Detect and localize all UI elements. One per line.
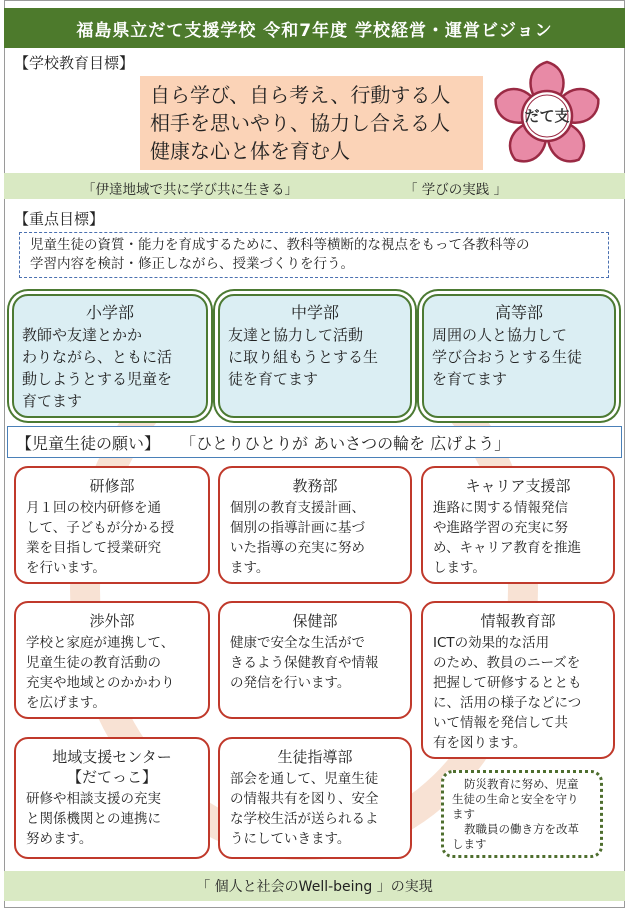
dept-health xyxy=(218,601,412,719)
division-line: 友達と協力して活動 xyxy=(228,326,364,344)
dept-line: や進路学習の充実に努 xyxy=(433,520,568,536)
dept-line: ます。 xyxy=(230,560,270,576)
goal-line: 自ら学び、自ら考え、行動する人 xyxy=(150,83,451,107)
division-line: を育てます xyxy=(432,370,508,388)
dept-line: のため、教員のニーズを xyxy=(433,655,581,671)
dept-line: の発信を行います。 xyxy=(230,675,351,691)
division-elementary xyxy=(12,294,208,418)
priority-goals-line: 学習内容を検討・修正しながら、授業づくりを行う。 xyxy=(30,256,354,272)
division-line: 動しようとする児童を xyxy=(22,370,173,388)
dept-name: 研修部 xyxy=(89,477,135,495)
educational-goals-label: 【学校教育目標】 xyxy=(14,54,135,72)
dept-training xyxy=(14,466,210,584)
dept-academic-affairs xyxy=(218,466,412,584)
priority-goals-label: 【重点目標】 xyxy=(14,210,105,228)
dept-regional-support-center xyxy=(14,737,210,859)
slogan-right: 「 学びの実践 」 xyxy=(404,182,508,198)
division-line: 教師や友達とかか xyxy=(22,326,143,344)
dept-line: の情報共有を図り、安全 xyxy=(230,791,379,807)
footer-band: 「 個人と社会のWell-being 」の実現 xyxy=(4,871,625,901)
dept-career-support xyxy=(421,466,615,584)
dept-line: 充実や地域とのかかわり xyxy=(26,675,175,691)
dept-name: 渉外部 xyxy=(89,612,135,630)
division-junior-high xyxy=(218,294,412,418)
note-line: 生徒の生命と安全を守り xyxy=(452,792,579,806)
goal-line: 健康な心と体を育む人 xyxy=(150,139,350,163)
note-line: します xyxy=(452,837,487,851)
emblem-text: だて支 xyxy=(524,107,570,125)
division-line: わりながら、ともに活 xyxy=(22,348,173,366)
dept-name: 情報教育部 xyxy=(480,612,556,630)
dept-line: と関係機関との連携に xyxy=(26,811,161,827)
note-line: ます xyxy=(452,807,475,821)
dept-line: な学校生活が送られるよ xyxy=(230,811,379,827)
slogan-band xyxy=(4,173,625,199)
dept-line: ICTの効果的な活用 xyxy=(433,635,550,651)
dept-line: 児童生徒の教育活動の xyxy=(26,655,161,671)
dept-name: 地域支援センター xyxy=(52,748,172,766)
dept-line: うにしていきます。 xyxy=(230,831,351,847)
division-high-school xyxy=(422,294,616,418)
goal-line: 相手を思いやり、協力し合える人 xyxy=(150,111,450,135)
dept-line: きるよう保健教育や情報 xyxy=(230,655,379,671)
slogan-left: 「伊達地域で共に学び共に生きる」 xyxy=(82,182,298,198)
dept-student-guidance xyxy=(218,737,412,859)
dept-information-education xyxy=(421,601,615,759)
dept-line: 部会を通して、児童生徒 xyxy=(230,771,379,787)
division-line: 育てます xyxy=(22,392,83,410)
dept-name: 生徒指導部 xyxy=(277,748,353,766)
dept-line: 個別の指導計画に基づ xyxy=(230,520,365,536)
priority-goals-box xyxy=(19,232,609,278)
dept-line: 把握して研修するととも xyxy=(433,675,582,691)
school-emblem-icon xyxy=(489,58,605,174)
dept-external-relations xyxy=(14,601,210,719)
educational-goals-box xyxy=(140,76,483,170)
student-wish-bar xyxy=(7,426,622,458)
dept-line: して、子どもが分かる授 xyxy=(26,520,175,536)
dept-name: キャリア支援部 xyxy=(465,477,571,495)
dept-line: 個別の教育支援計画、 xyxy=(230,500,365,516)
dept-line: 進路に関する情報発信 xyxy=(433,500,568,516)
division-name: 高等部 xyxy=(494,303,543,322)
dept-name: 保健部 xyxy=(292,612,338,630)
dept-line: します。 xyxy=(433,560,486,576)
note-box xyxy=(441,770,603,858)
dept-line: 業を目指して授業研究 xyxy=(26,540,161,556)
note-line: 教職員の働き方を改革 xyxy=(464,822,579,836)
priority-goals-line: 児童生徒の資質・能力を育成するために、教科等横断的な視点をもって各教科等の xyxy=(30,237,530,253)
dept-line: め、キャリア教育を推進 xyxy=(433,540,581,556)
dept-name: 教務部 xyxy=(292,477,338,495)
dept-line: 有を図ります。 xyxy=(433,735,527,751)
dept-line: 研修や相談支援の充実 xyxy=(26,791,161,807)
dept-line: いた指導の充実に努め xyxy=(230,540,365,556)
division-line: に取り組もうとする生 xyxy=(228,348,379,366)
division-name: 中学部 xyxy=(290,303,339,322)
student-wish-label: 【児童生徒の願い】 xyxy=(16,433,161,453)
division-name: 小学部 xyxy=(85,303,134,322)
dept-line: いて情報を発信して共 xyxy=(433,715,568,731)
dept-line: 健康で安全な生活がで xyxy=(230,635,365,651)
dept-line: 月１回の校内研修を通 xyxy=(26,500,161,516)
page-title: 福島県立だて支援学校 令和7年度 学校経営・運営ビジョン xyxy=(4,8,625,48)
division-line: 徒を育てます xyxy=(228,370,319,388)
dept-name-sub: 【だてっこ】 xyxy=(66,768,157,786)
dept-line: を行います。 xyxy=(26,560,106,576)
student-wish-text: 「ひとりひとりが あいさつの輪を 広げよう」 xyxy=(180,433,511,453)
dept-line: 学校と家庭が連携して、 xyxy=(26,635,175,651)
dept-line: を広げます。 xyxy=(26,695,106,711)
dept-line: に、活用の様子などにつ xyxy=(433,695,582,711)
division-line: 周囲の人と協力して xyxy=(432,326,568,344)
note-line: 防災教育に努め、児童 xyxy=(464,777,579,791)
division-line: 学び合おうとする生徒 xyxy=(432,348,583,366)
dept-line: 努めます。 xyxy=(26,831,93,847)
